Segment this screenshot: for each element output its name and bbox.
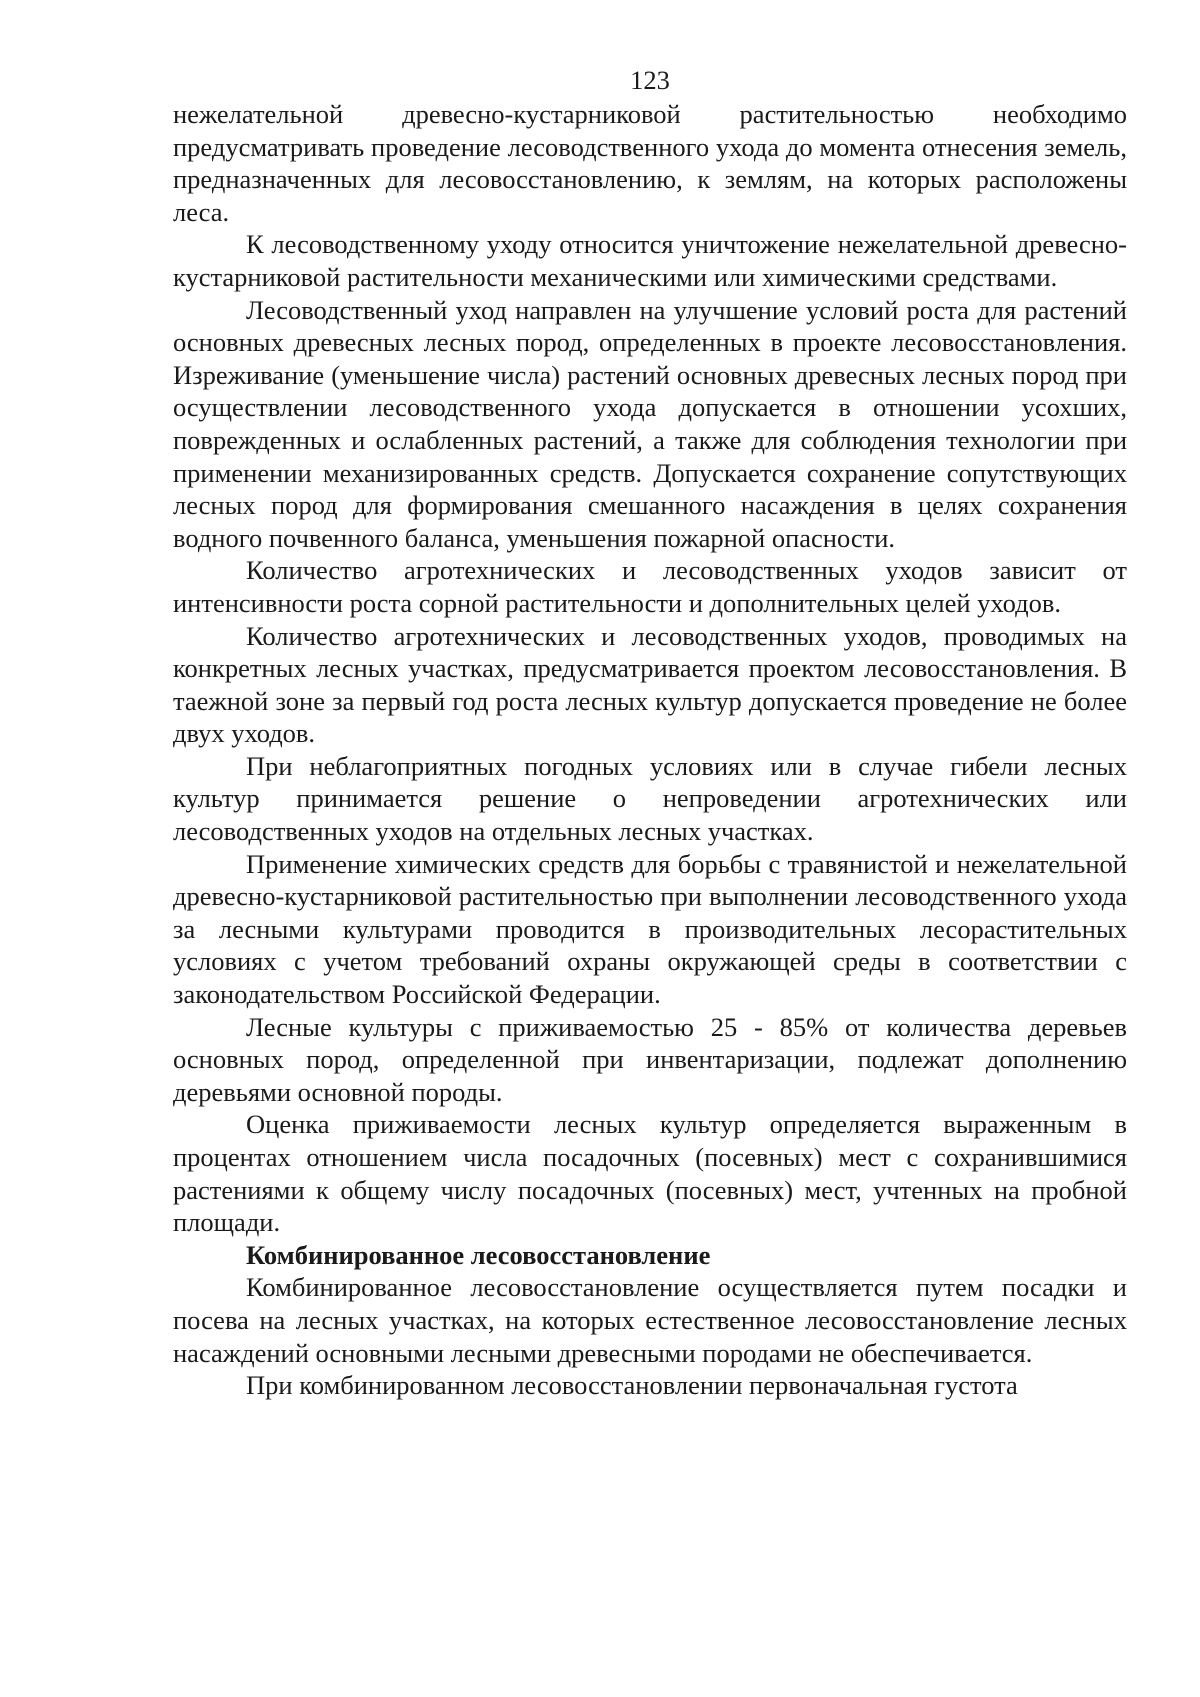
- paragraph-9: Оценка приживаемости лесных культур определяется выраженным в процентах отношением числа посадочных (посевных) мест с сохранившимися растениями к общему числу посадочных (посевных) мест, учтенных на пробной площади.: [173, 1109, 1127, 1238]
- paragraph-3: Лесоводственный уход направлен на улучшение условий роста для растений основных древесных лесных пород, определенных в проекте лесовосстановления. Изреживание (уменьшение числа) растений основных древесных лесных пород при осуществлении лесоводственного ухода допускается в отношении усохших, поврежденных и ослабленных растений, а также для соблюдения технологии при применении механизированных средств. Допускается сохранение сопутствующих лесных пород для формирования смешанного насаждения в целях сохранения водного почвенного баланса, уменьшения пожарной опасности.: [173, 294, 1127, 553]
- paragraph-6: При неблагоприятных погодных условиях или в случае гибели лесных культур принимается решение о непроведении агротехнических или лесоводственных уходов на отдельных лесных участках.: [173, 750, 1127, 847]
- paragraph-2: К лесоводственному уходу относится уничтожение нежелательной древесно-кустарниковой растительности механическими или химическими средствами.: [173, 229, 1127, 292]
- section-paragraph-2: При комбинированном лесовосстановлении первоначальная густота: [246, 1370, 1018, 1401]
- paragraph-7: Применение химических средств для борьбы с травянистой и нежелательной древесно-кустарниковой растительностью при выполнении лесоводственного ухода за лесными культурами проводится в производительных лесорастительных условиях с учетом требований охраны окружающей среды в соответствии с законодательством Российской Федерации.: [173, 848, 1127, 1010]
- paragraph-1: нежелательной древесно-кустарниковой растительностью необходимо предусматривать проведение лесоводственного ухода до момента отнесения земель, предназначенных для лесовосстановлению, к землям, на которых расположены леса.: [173, 99, 1127, 227]
- page-number: 123: [630, 65, 670, 95]
- section-paragraph-1: Комбинированное лесовосстановление осуществляется путем посадки и посева на лесных участках, на которых естественное лесовосстановление лесных насаждений основными лесными древесными породами не обеспечивается.: [173, 1272, 1127, 1368]
- document-page: [173, 64, 1127, 1402]
- paragraph-5: Количество агротехнических и лесоводственных уходов, проводимых на конкретных лесных участках, предусматривается проектом лесовосстановления. В таежной зоне за первый год роста лесных культур допускается проведение не более двух уходов.: [173, 620, 1127, 749]
- paragraph-8: Лесные культуры с приживаемостью 25 - 85% от количества деревьев основных пород, определенной при инвентаризации, подлежат дополнению деревьями основной породы.: [173, 1011, 1127, 1107]
- section-heading: Комбинированное лесовосстановление: [246, 1239, 711, 1270]
- paragraph-4: Количество агротехнических и лесоводственных уходов зависит от интенсивности роста сорной растительности и дополнительных целей уходов.: [173, 555, 1127, 618]
